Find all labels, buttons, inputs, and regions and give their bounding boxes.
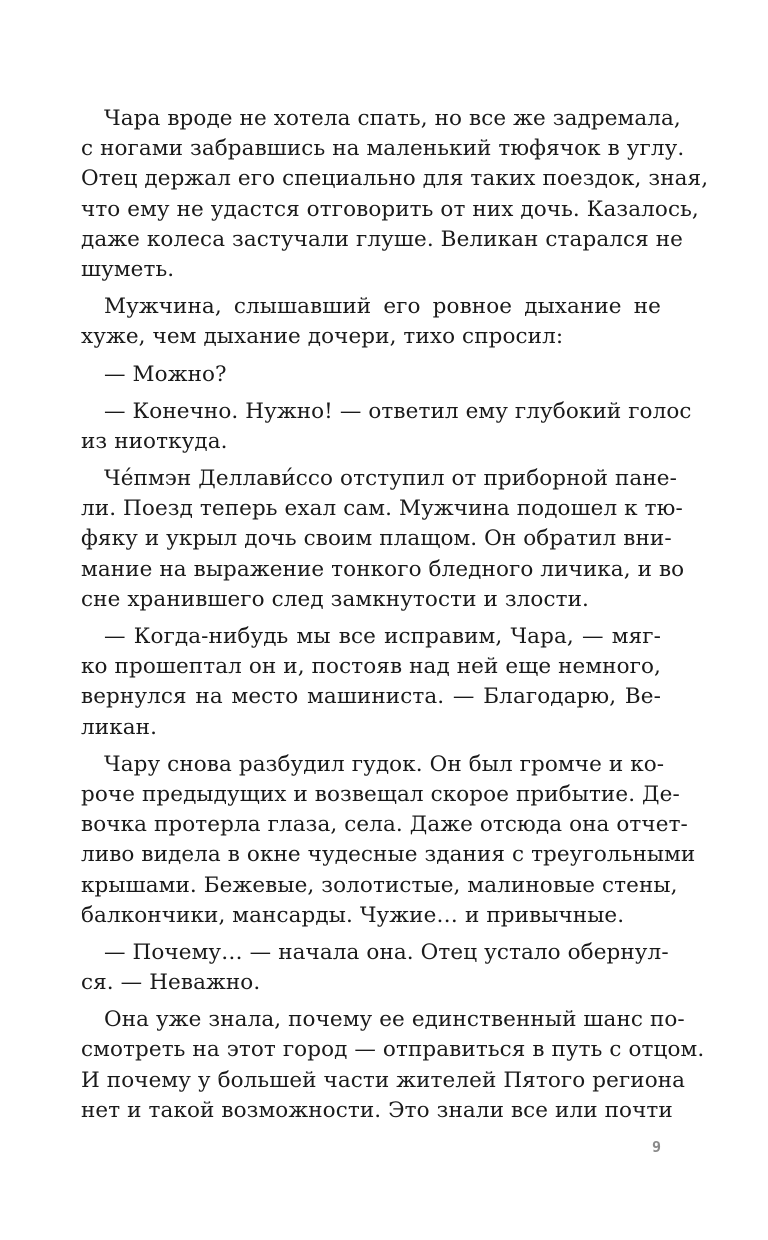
- text-line: балкончики, мансарды. Чужие… и привычные.: [81, 902, 625, 928]
- text-line: из ниоткуда.: [81, 428, 228, 454]
- text-line: ли. Поезд теперь ехал сам. Мужчина подошел к тю-: [81, 496, 683, 522]
- text-line: — Конечно. Нужно! — ответил ему глубокий голос: [104, 398, 692, 424]
- text-line: ся. — Неважно.: [81, 970, 261, 996]
- text-line: Отец держал его специально для таких поездок, зная,: [81, 166, 709, 192]
- text-line: ко прошептал он и, постояв над ней еще немного,: [81, 654, 661, 680]
- text-line: — Когда-нибудь мы все исправим, Чара, — мяг-: [104, 624, 661, 649]
- text-line: хуже, чем дыхание дочери, тихо спросил:: [81, 324, 564, 350]
- text-line: шуметь.: [81, 256, 175, 282]
- text-line: крышами. Бежевые, золотистые, малиновые стены,: [81, 872, 678, 898]
- text-line: с ногами забравшись на маленький тюфячок в углу.: [81, 136, 685, 162]
- text-line: — Можно?: [104, 361, 227, 387]
- text-line: сне хранившего след замкнутости и злости.: [81, 586, 589, 612]
- text-line: Она уже знала, почему ее единственный шанс по-: [104, 1007, 685, 1033]
- text-line: нет и такой возможности. Это знали все или почти: [81, 1097, 673, 1123]
- text-line: фяку и укрыл дочь своим плащом. Он обратил вни-: [81, 526, 672, 552]
- text-line: Чару снова разбудил гудок. Он был громче и ко-: [104, 751, 665, 777]
- text-line: И почему у большей части жителей Пятого региона: [81, 1067, 686, 1093]
- text-line: вочка протерла глаза, села. Даже отсюда она отчет-: [81, 812, 688, 838]
- text-line: вернулся на место машиниста. — Благодарю, Ве-: [81, 684, 661, 710]
- text-line: что ему не удастся отговорить от них дочь. Казалось,: [81, 196, 699, 222]
- text-line: Чара вроде не хотела спать, но все же задремала,: [104, 106, 681, 131]
- text-line: Мужчина, слышавший его ровное дыхание не: [104, 294, 661, 320]
- text-line: Че́пмэн Деллави́ссо отступил от приборной пане-: [104, 466, 677, 492]
- text-line: смотреть на этот город — отправиться в путь с отцом.: [81, 1037, 705, 1063]
- page-text: [81, 104, 709, 1126]
- text-line: мание на выражение тонкого бледного личика, и во: [81, 556, 685, 582]
- text-line: ликан.: [81, 714, 158, 740]
- page-number: 9: [651, 1138, 661, 1156]
- text-line: ливо видела в окне чудесные здания с треугольными: [81, 842, 696, 868]
- text-line: даже колеса застучали глуше. Великан старался не: [81, 226, 684, 252]
- text-line: роче предыдущих и возвещал скорое прибытие. Де-: [81, 781, 680, 807]
- text-line: — Почему… — начала она. Отец устало обернул-: [104, 939, 669, 965]
